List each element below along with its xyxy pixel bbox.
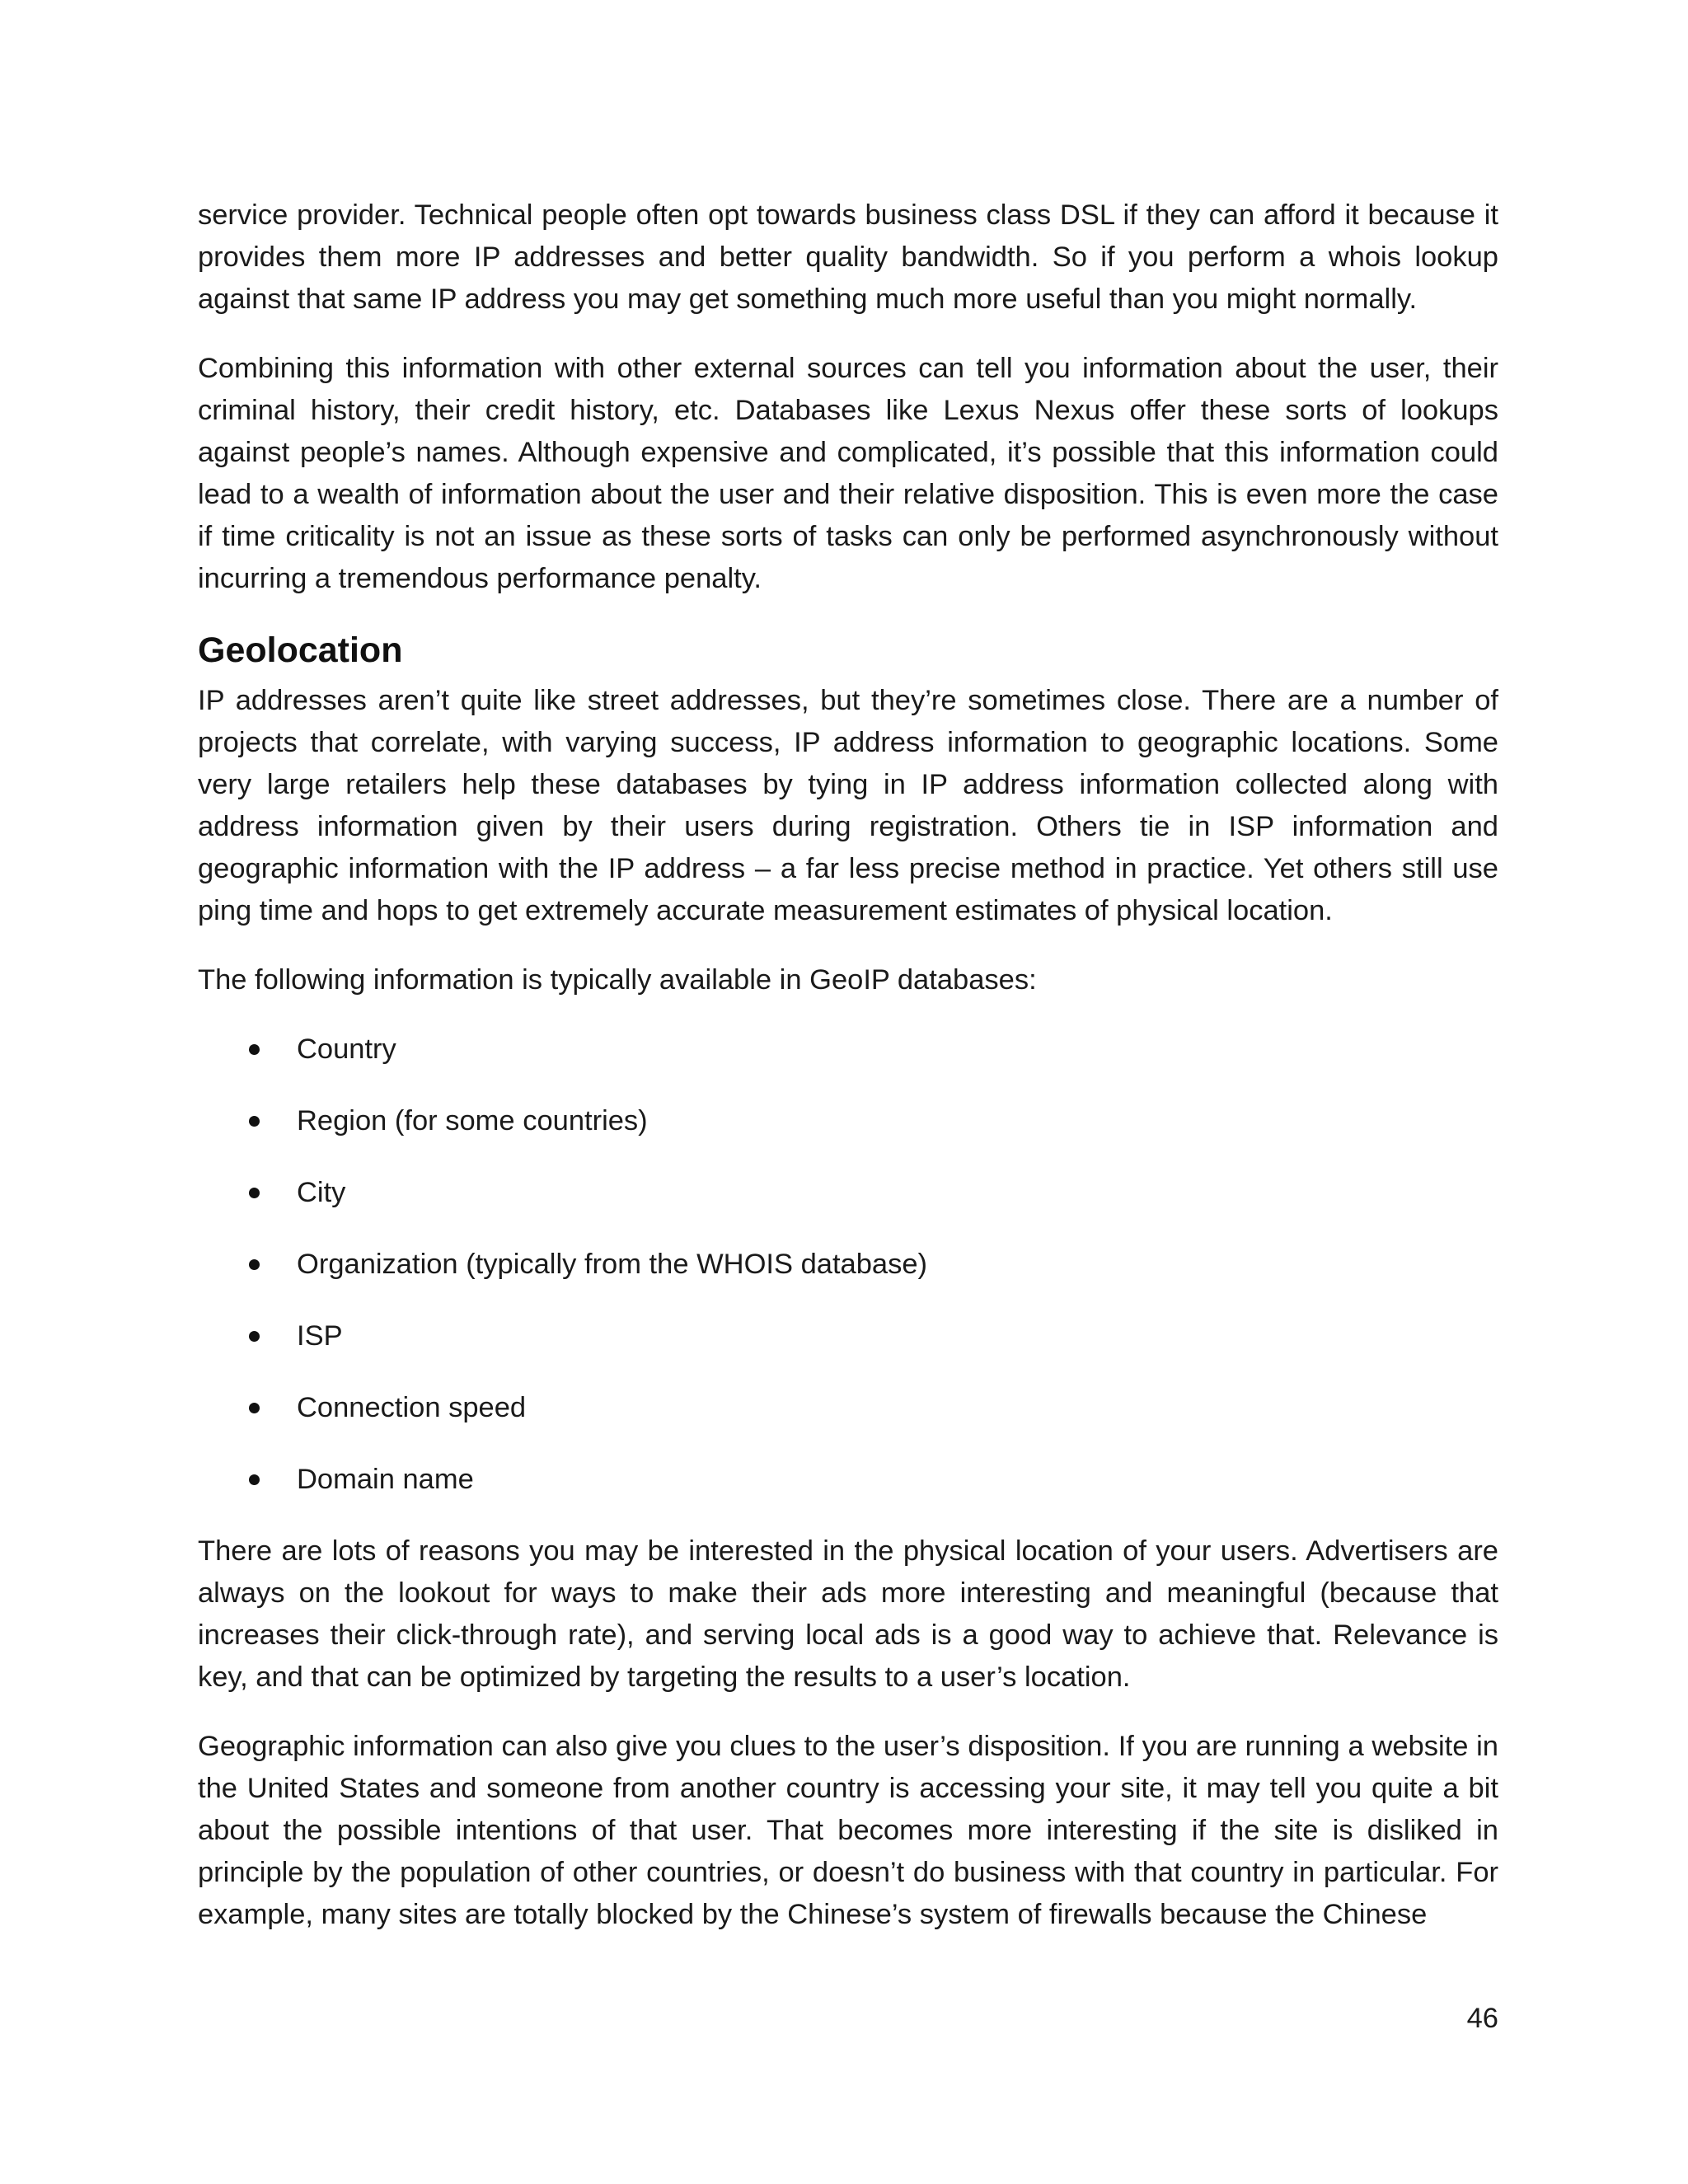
- bullet-icon: [249, 1474, 260, 1485]
- section-heading: Geolocation: [198, 630, 403, 670]
- list-item-text: Organization (typically from the WHOIS database): [297, 1249, 928, 1280]
- list-item: [198, 1029, 1498, 1071]
- geoip-info-list: [198, 1029, 1498, 1501]
- bullet-icon: [249, 1259, 260, 1270]
- page-number: 46: [1466, 2003, 1498, 2034]
- list-item-text: ISP: [297, 1320, 343, 1352]
- list-item-text: Connection speed: [297, 1392, 527, 1423]
- bullet-icon: [249, 1044, 260, 1055]
- list-item: [198, 1100, 1498, 1142]
- list-item: [198, 1459, 1498, 1501]
- paragraph: The following information is typically available in GeoIP databases:: [198, 964, 1037, 996]
- list-item: [198, 1172, 1498, 1214]
- paragraph: Combining this information with other external sources can tell you information about the user, their criminal history, their credit history, etc. Databases like Lexus Nexus offer these sorts of lookups against people’s names. Although expensive and complicated, it’s possible that this information could lead to a wealth of information about the user and their relative disposition. This is even more the case if time criticality is not an issue as these sorts of tasks can only be performed asynchronously without incurring a tremendous performance penalty.: [198, 353, 1498, 594]
- list-item: [198, 1387, 1498, 1429]
- list-item-text: Country: [297, 1033, 396, 1065]
- paragraph: IP addresses aren’t quite like street addresses, but they’re sometimes close. There are a number of projects that correlate, with varying success, IP address information to geographic locations. Some very large retailers help these databases by tying in IP address information collected along with address information given by their users during registration. Others tie in ISP information and geographic information with the IP address – a far less precise method in practice. Yet others still use ping time and hops to get extremely accurate measurement estimates of physical location.: [198, 685, 1498, 926]
- list-item: [198, 1244, 1498, 1286]
- list-item-text: Region (for some countries): [297, 1105, 648, 1137]
- list-item-text: Domain name: [297, 1464, 474, 1495]
- bullet-icon: [249, 1188, 260, 1198]
- list-item: [198, 1315, 1498, 1357]
- bullet-icon: [249, 1331, 260, 1342]
- paragraph: service provider. Technical people often opt towards business class DSL if they can afford it because it provides them more IP addresses and better quality bandwidth. So if you perform a whois lookup against that same IP address you may get something much more useful than you might normally.: [198, 199, 1498, 315]
- list-item-text: City: [297, 1177, 346, 1208]
- paragraph: There are lots of reasons you may be interested in the physical location of your users. Advertisers are always on the lookout for ways to make their ads more interesting and meaningful (because that increases their click-through rate), and serving local ads is a good way to achieve that. Relevance is key, and that can be optimized by targeting the results to a user’s location.: [198, 1535, 1498, 1693]
- bullet-icon: [249, 1116, 260, 1127]
- page-content: [198, 194, 1498, 1963]
- paragraph: Geographic information can also give you clues to the user’s disposition. If you are running a website in the United States and someone from another country is accessing your site, it may tell you quite a bit about the possible intentions of that user. That becomes more interesting if the site is disliked in principle by the population of other countries, or doesn’t do business with that country in particular. For example, many sites are totally blocked by the Chinese’s system of firewalls because the Chinese: [198, 1731, 1498, 1930]
- bullet-icon: [249, 1403, 260, 1413]
